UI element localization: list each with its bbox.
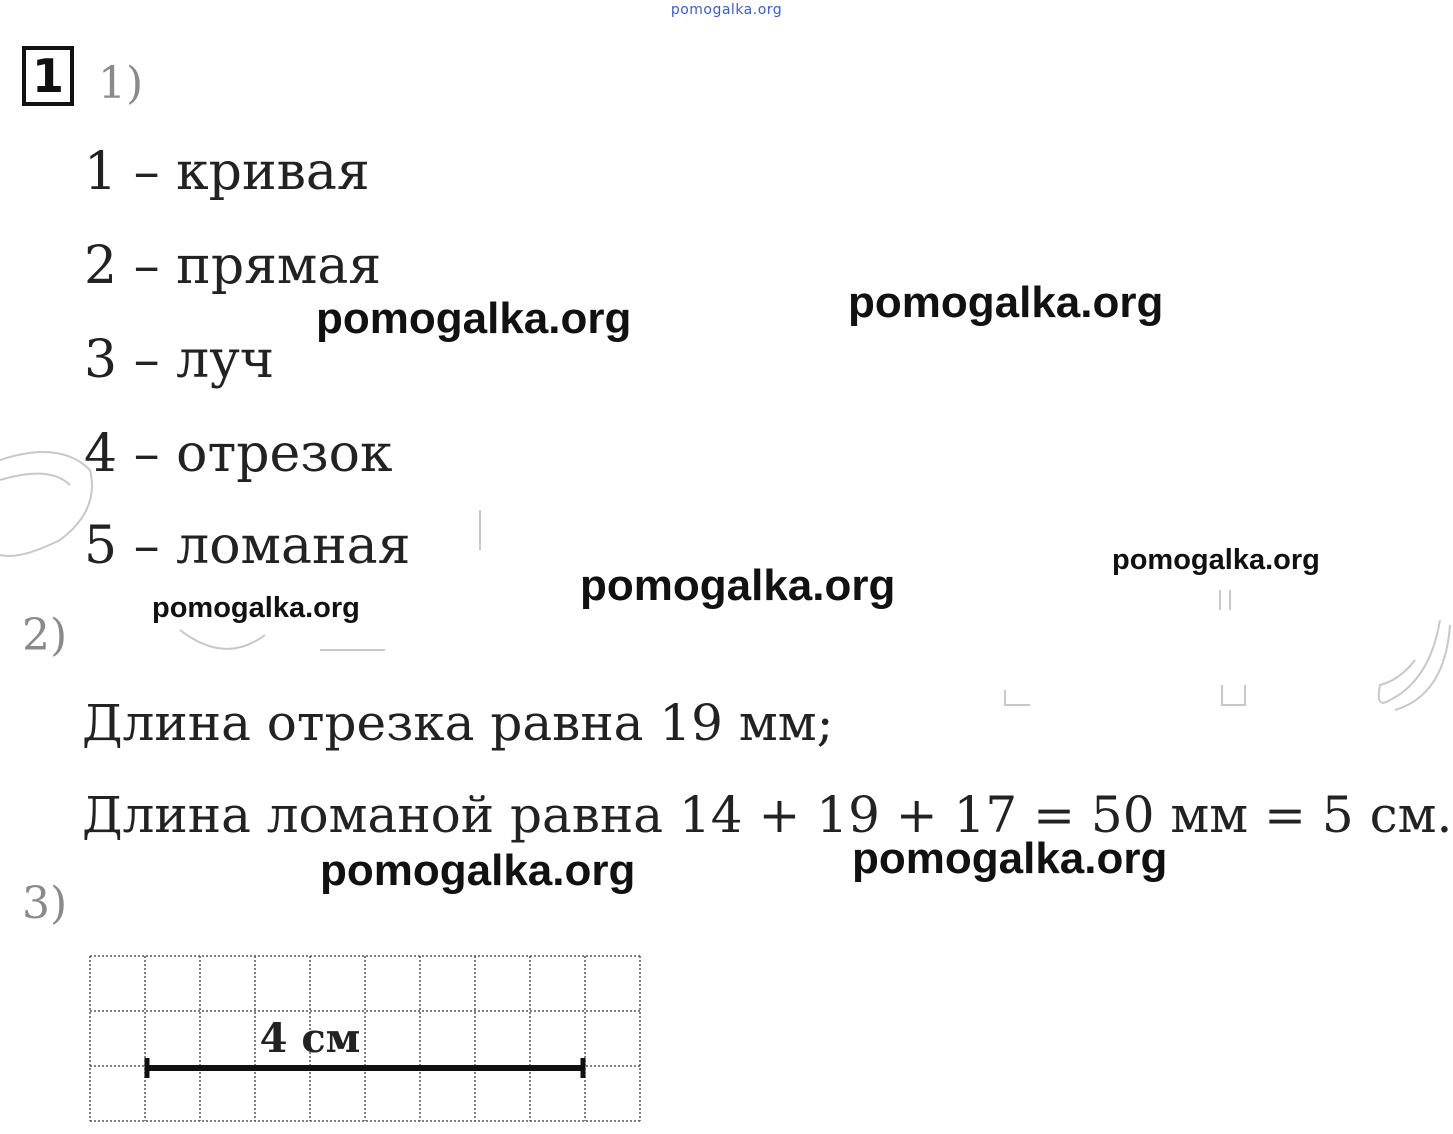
figure-number: 2: [84, 236, 118, 296]
segment-length-text: Длина отрезка равна 19 мм;: [82, 694, 834, 752]
figure-item: [84, 516, 410, 564]
watermark-text: pomogalka.org: [316, 294, 632, 343]
figure-dash: –: [133, 424, 160, 484]
figure-item: [84, 424, 392, 484]
figure-dash: –: [133, 236, 160, 296]
part-1-label: 1): [98, 58, 144, 109]
part-2-label: 2): [22, 610, 68, 661]
site-mark: pomogalka.org: [670, 2, 783, 18]
figure-dash: –: [133, 142, 160, 202]
watermark-text: pomogalka.org: [320, 846, 636, 895]
watermark-text: pomogalka.org: [1112, 544, 1320, 576]
figure-number: 1: [84, 142, 118, 202]
figure-name: кривая: [176, 142, 370, 202]
grid-drawing: [86, 952, 648, 1124]
figure-name: прямая: [176, 236, 382, 296]
watermark-text: pomogalka.org: [848, 278, 1164, 327]
figure-dash: –: [133, 516, 160, 564]
watermark-text: pomogalka.org: [852, 834, 1168, 883]
figure-item: [84, 330, 274, 390]
segment-label: 4 см: [259, 1015, 361, 1062]
part-3-label: 3): [22, 878, 68, 929]
figure-dash: –: [133, 330, 160, 390]
figure-item: [84, 236, 381, 296]
watermark-text: pomogalka.org: [152, 592, 360, 624]
polyline-length-text: Длина ломаной равна 14 + 19 + 17 = 50 мм = 5 см.: [82, 786, 1453, 844]
figure-number: 5: [84, 516, 118, 564]
figure-number: 3: [84, 330, 118, 390]
figure-name: ломаная: [176, 516, 411, 564]
figure-number: 4: [84, 424, 118, 484]
figure-item: [84, 142, 370, 202]
figure-name: луч: [176, 330, 275, 390]
figure-name: отрезок: [176, 424, 393, 484]
task-number-box: 1: [22, 46, 74, 106]
watermark-text: pomogalka.org: [580, 561, 896, 610]
